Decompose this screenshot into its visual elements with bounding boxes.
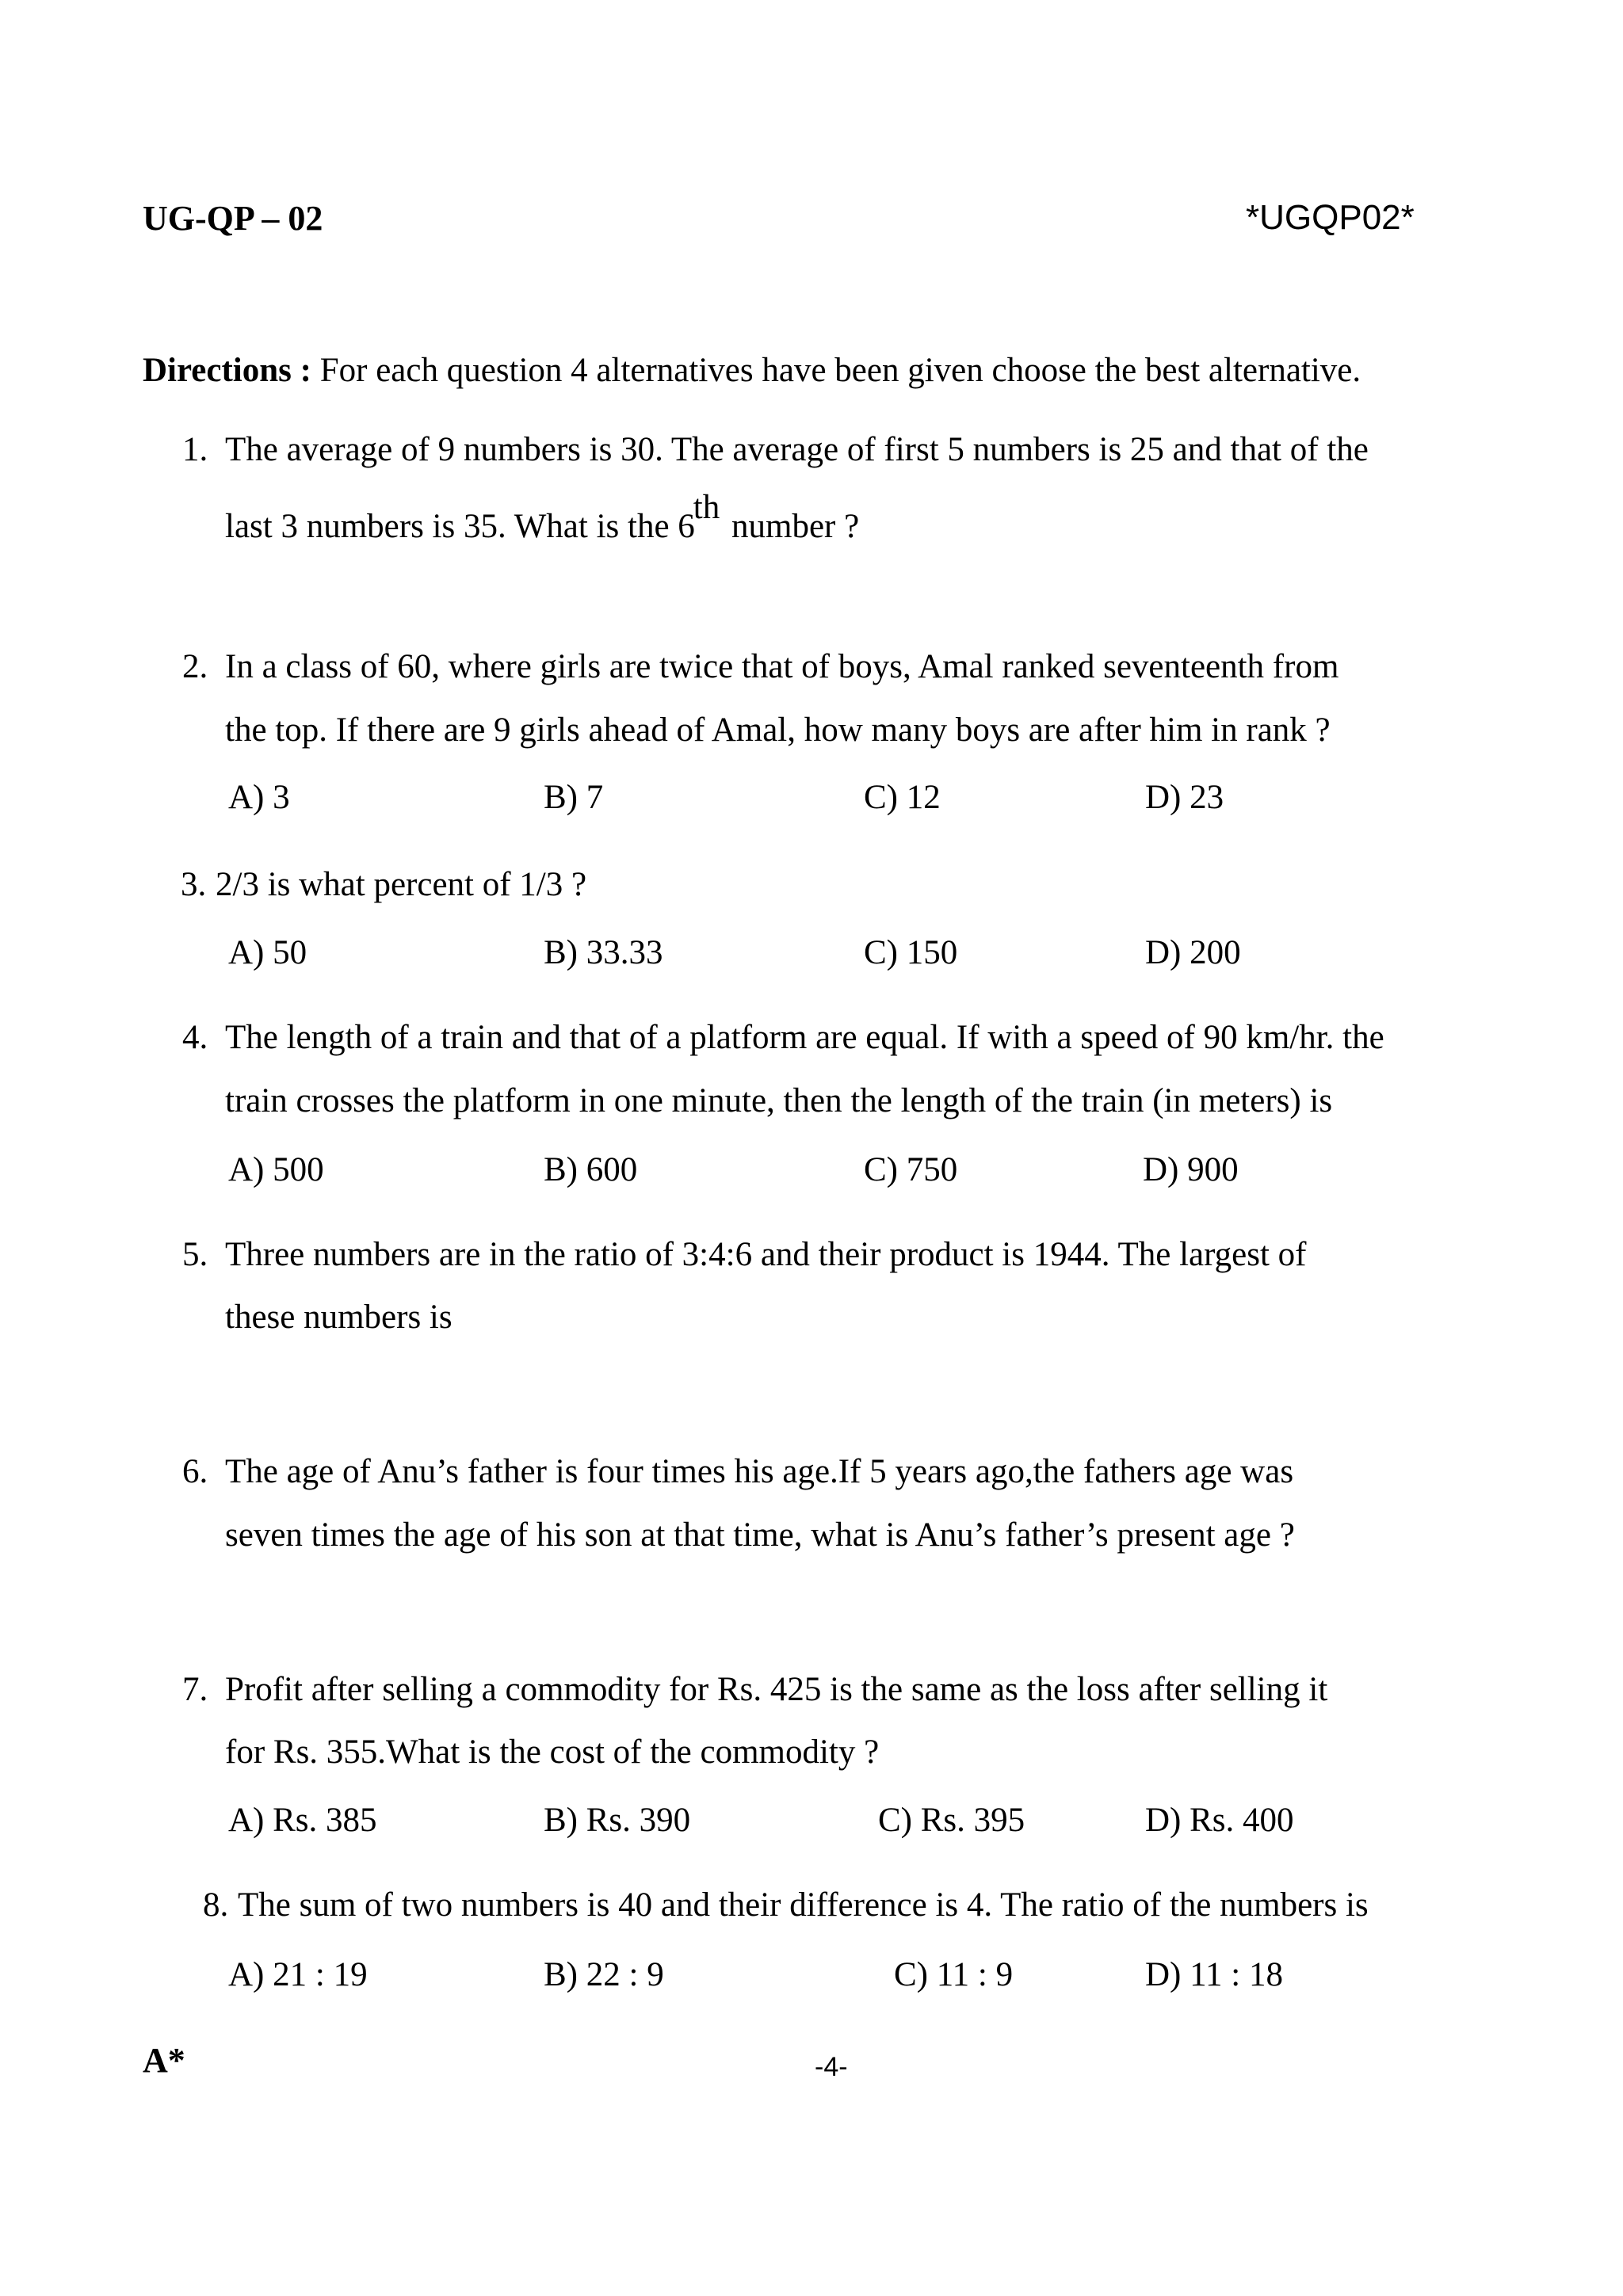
question-2-option-d: D) 23: [1145, 779, 1224, 816]
question-7-option-b: B) Rs. 390: [544, 1802, 691, 1839]
directions-text: For each question 4 alternatives have been given choose the best alternative.: [319, 352, 1361, 389]
paper-code: UG-QP – 02: [143, 199, 323, 238]
barcode-label: *UGQP02*: [1246, 198, 1415, 237]
question-7-line-1: Profit after selling a commodity for Rs. 425 is the same as the loss after selling it: [225, 1671, 1328, 1708]
question-4-option-d: D) 900: [1143, 1151, 1239, 1188]
question-4-option-c: C) 750: [864, 1151, 958, 1188]
question-3-number: 3.: [181, 866, 207, 903]
question-1-text-after: number ?: [731, 508, 860, 545]
question-7-option-c: C) Rs. 395: [878, 1802, 1025, 1839]
ordinal-superscript: th: [693, 489, 720, 527]
page-number: -4-: [815, 2052, 848, 2082]
question-7-option-a: A) Rs. 385: [228, 1802, 377, 1839]
question-8-option-b: B) 22 : 9: [544, 1956, 664, 1993]
question-4-line-2: train crosses the platform in one minute, then the length of the train (in meters) is: [225, 1082, 1333, 1119]
question-4-option-a: A) 500: [228, 1151, 324, 1188]
question-2-number: 2.: [182, 648, 208, 685]
question-8-option-a: A) 21 : 19: [228, 1956, 368, 1993]
series-mark: A*: [143, 2041, 185, 2080]
question-2-option-c: C) 12: [864, 779, 941, 816]
question-5-line-1: Three numbers are in the ratio of 3:4:6 and their product is 1944. The largest of: [225, 1236, 1307, 1273]
directions-label: Directions :: [143, 352, 311, 389]
question-4-line-1: The length of a train and that of a platform are equal. If with a speed of 90 km/hr. the: [225, 1019, 1384, 1056]
question-3-line-1: 2/3 is what percent of 1/3 ?: [216, 866, 587, 903]
question-3-option-d: D) 200: [1145, 934, 1241, 971]
question-7-number: 7.: [182, 1671, 208, 1708]
question-4-option-b: B) 600: [544, 1151, 638, 1188]
question-1-text-before: last 3 numbers is 35. What is the 6: [225, 508, 695, 545]
question-8-option-d: D) 11 : 18: [1145, 1956, 1283, 1993]
question-1-number: 1.: [182, 431, 208, 468]
question-3-option-c: C) 150: [864, 934, 958, 971]
question-1-line-2: [225, 489, 860, 546]
question-8-option-c: C) 11 : 9: [894, 1956, 1014, 1993]
question-3-option-b: B) 33.33: [544, 934, 663, 971]
question-6-line-2: seven times the age of his son at that time, what is Anu’s father’s present age ?: [225, 1516, 1295, 1554]
question-2-line-1: In a class of 60, where girls are twice that of boys, Amal ranked seventeenth from: [225, 648, 1339, 685]
question-8-number: 8.: [203, 1886, 229, 1924]
question-3-option-a: A) 50: [228, 934, 307, 971]
directions: [143, 351, 1361, 390]
question-2-line-2: the top. If there are 9 girls ahead of Amal, how many boys are after him in rank ?: [225, 711, 1331, 749]
question-7-option-d: D) Rs. 400: [1145, 1802, 1294, 1839]
question-2-option-b: B) 7: [544, 779, 604, 816]
question-4-number: 4.: [182, 1019, 208, 1056]
question-8-line-1: The sum of two numbers is 40 and their difference is 4. The ratio of the numbers is: [238, 1886, 1369, 1924]
question-5-number: 5.: [182, 1236, 208, 1273]
question-1-line-1: The average of 9 numbers is 30. The average of first 5 numbers is 25 and that of the: [225, 431, 1369, 468]
question-5-line-2: these numbers is: [225, 1299, 453, 1336]
question-6-number: 6.: [182, 1453, 208, 1490]
question-6-line-1: The age of Anu’s father is four times his age.If 5 years ago,the fathers age was: [225, 1453, 1294, 1490]
question-7-line-2: for Rs. 355.What is the cost of the commodity ?: [225, 1733, 880, 1771]
question-2-option-a: A) 3: [228, 779, 290, 816]
